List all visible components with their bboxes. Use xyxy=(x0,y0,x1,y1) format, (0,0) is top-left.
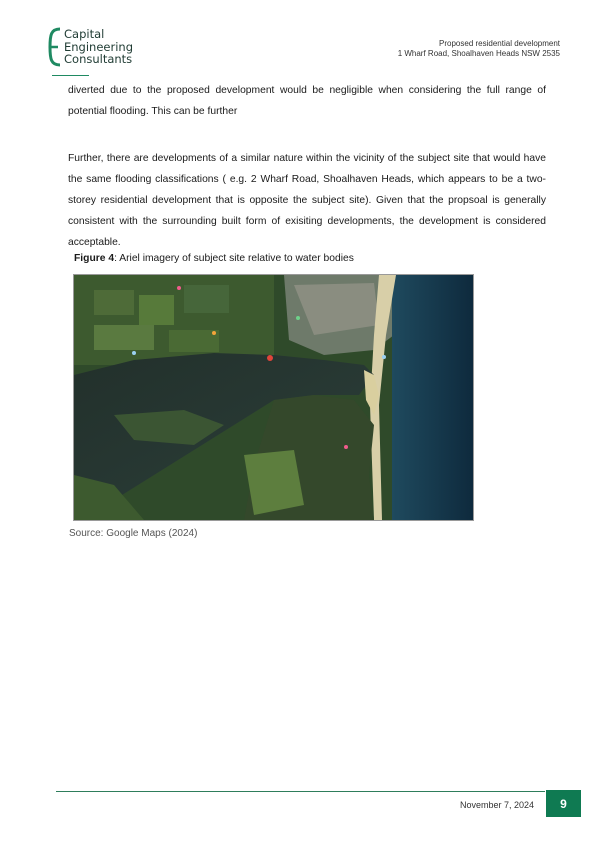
page-header xyxy=(398,39,560,59)
figure-caption xyxy=(74,253,354,264)
aerial-map-graphic xyxy=(74,275,473,520)
logo-text xyxy=(64,28,133,66)
subject-site-marker-icon xyxy=(267,355,273,361)
figure-label: Figure 4 xyxy=(74,253,115,264)
figure-caption-text: Ariel imagery of subject site relative to water bodies xyxy=(116,253,354,264)
logo-line-consultants: Consultants xyxy=(64,52,133,66)
logo-divider xyxy=(52,75,89,76)
page-number-badge xyxy=(546,790,581,817)
paragraph-1: diverted due to the proposed development would be negligible when considering the full range of potential flooding. This can be further xyxy=(68,85,546,117)
figure-separator: : xyxy=(114,253,117,264)
aerial-map-image xyxy=(73,274,474,521)
project-address: 1 Wharf Road, Shoalhaven Heads NSW 2535 xyxy=(397,49,560,58)
ocean xyxy=(392,275,473,520)
figure-source: Source: Google Maps (2024) xyxy=(69,528,198,539)
logo-mark-icon xyxy=(48,27,62,67)
footer-divider xyxy=(56,791,545,792)
page-number: 9 xyxy=(560,796,567,811)
project-title: Proposed residential development xyxy=(439,39,560,48)
footer-date: November 7, 2024 xyxy=(459,800,534,810)
logo-line-engineering: Engineering xyxy=(64,39,133,54)
paragraph-2: Further, there are developments of a similar nature within the vicinity of the subject site that would have the same flooding classifications ( e.g. 2 Wharf Road, Shoalhaven Heads, which appears to be a two-storey residential development that is opposite the subject site). Given that the propsoal is generally consistent with the surrounding built form of exisiting developments, the development is considered acceptable. xyxy=(68,153,546,248)
logo-line-capital: Capital xyxy=(64,27,105,41)
company-logo xyxy=(48,25,148,77)
